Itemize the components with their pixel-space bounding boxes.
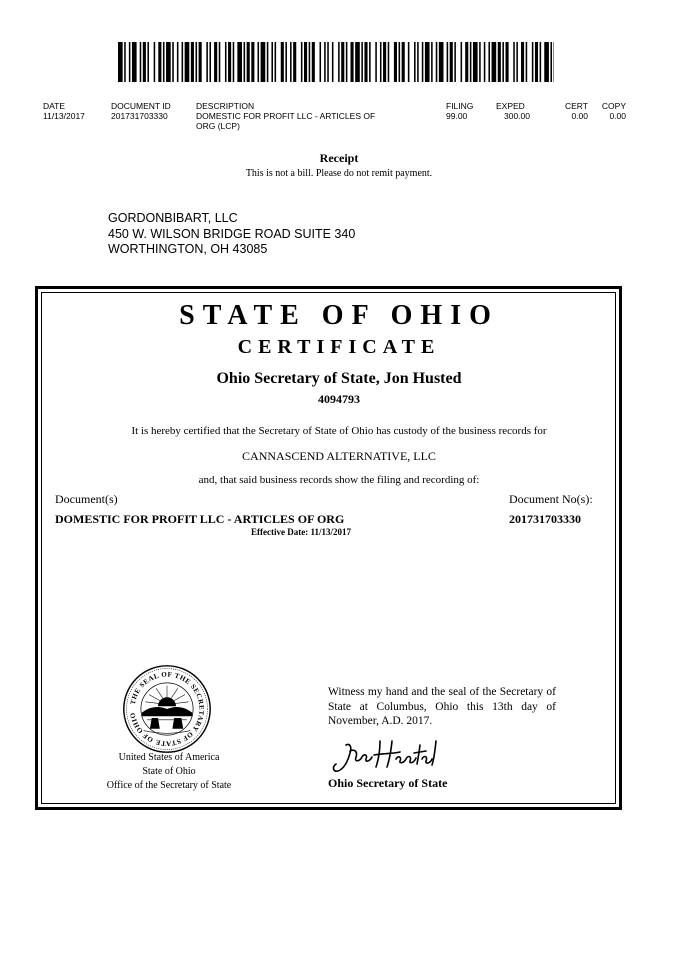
barcode-bar (414, 42, 416, 82)
barcode-bar (247, 42, 250, 82)
barcode-bar (439, 42, 444, 82)
filing-value: 99.00 (446, 111, 468, 121)
seal-text: THE SEAL OF THE SECRETARY OF STATE OF OHIO (128, 670, 206, 748)
records-statement: and, that said business records show the filing and recording of: (198, 474, 480, 486)
barcode-bar (206, 42, 208, 82)
barcode-bar (219, 42, 221, 82)
barcode-bar (233, 42, 235, 82)
barcode-bar (380, 42, 382, 82)
barcode-bar (129, 42, 131, 82)
entity-number: 4094793 (318, 392, 360, 406)
exped-value: 300.00 (504, 111, 530, 121)
barcode-bar (479, 42, 481, 82)
barcode-bar (199, 42, 202, 82)
barcode-bar (237, 42, 242, 82)
barcode-bar (544, 42, 549, 82)
barcode-bar (488, 42, 490, 82)
barcode-bar (355, 42, 360, 82)
address-line2: 450 W. WILSON BRIDGE ROAD SUITE 340 (108, 226, 356, 241)
barcode-bar (196, 42, 198, 82)
barcode-bar (320, 42, 322, 82)
receipt-title: Receipt (319, 151, 359, 165)
barcode-bar (147, 42, 149, 82)
state-seal-icon (122, 664, 212, 754)
barcode-bar (369, 42, 371, 82)
barcode-bar (341, 42, 344, 82)
barcode-bar (261, 42, 266, 82)
cert-value: 0.00 (571, 111, 588, 121)
issuer-block (96, 751, 242, 793)
barcode-bar (364, 42, 367, 82)
barcode-icon (118, 42, 554, 82)
state-title: STATE OF OHIO (179, 300, 499, 331)
description-line1: DOMESTIC FOR PROFIT LLC - ARTICLES OF (196, 111, 376, 121)
document-description: DOMESTIC FOR PROFIT LLC - ARTICLES OF ORG (55, 512, 345, 526)
barcode-bar (447, 42, 449, 82)
barcode-bar (244, 42, 246, 82)
copy-value: 0.00 (609, 111, 626, 121)
address-line3: WORTHINGTON, OH 43085 (108, 242, 268, 256)
header-document-id (111, 101, 171, 121)
issuer-line3: Office of the Secretary of State (106, 780, 232, 791)
barcode-bar (513, 42, 515, 82)
barcode-bar (540, 42, 542, 82)
barcode-bar (285, 42, 287, 82)
exped-label: EXPED (496, 101, 525, 111)
barcode-bar (417, 42, 419, 82)
barcode-bar (550, 42, 552, 82)
barcode-bar (251, 42, 254, 82)
barcode-bar (182, 42, 184, 82)
barcode-bar (450, 42, 453, 82)
barcode-bar (465, 42, 468, 82)
barcode-bar (516, 42, 518, 82)
barcode-bar (502, 42, 504, 82)
barcode-bar (498, 42, 501, 82)
header-date (43, 101, 85, 121)
barcode-bar (492, 42, 497, 82)
description-label: DESCRIPTION (196, 101, 255, 111)
mailing-address (108, 211, 355, 258)
barcode-bar (484, 42, 486, 82)
barcode-bar (312, 42, 315, 82)
barcode-bar (402, 42, 405, 82)
header-filing (446, 101, 473, 121)
barcode-bar (535, 42, 538, 82)
document-number-label: Document No(s): (509, 492, 593, 506)
barcode-bar (124, 42, 126, 82)
filing-label: FILING (446, 101, 474, 111)
barcode-bar (461, 42, 463, 82)
documents-label: Document(s) (55, 492, 118, 506)
barcode-bar (118, 42, 123, 82)
barcode-bar (521, 42, 524, 82)
barcode-bar (293, 42, 296, 82)
barcode-bar (388, 42, 390, 82)
barcode-bar (436, 42, 438, 82)
entity-name: CANNASCEND ALTERNATIVE, LLC (242, 449, 436, 463)
barcode-bar (271, 42, 273, 82)
barcode-bar (154, 42, 156, 82)
barcode-bar (351, 42, 354, 82)
barcode-bar (275, 42, 277, 82)
barcode-bar (209, 42, 211, 82)
barcode-bar (163, 42, 165, 82)
barcode-bar (172, 42, 174, 82)
barcode-bar (361, 42, 363, 82)
custody-statement: It is hereby certified that the Secretary of State of Ohio has custody of the business records for (131, 425, 547, 437)
barcode-bar (140, 42, 142, 82)
receipt-note: This is not a bill. Please do not remit payment. (245, 168, 433, 179)
issuer-line1: United States of America (118, 752, 220, 763)
document-id-label: DOCUMENT ID (111, 101, 171, 111)
header-cert (560, 101, 588, 121)
barcode-bar (408, 42, 410, 82)
date-value: 11/13/2017 (43, 111, 85, 121)
document-id-value: 201731703330 (111, 111, 168, 121)
address-line1: GORDONBIBART, LLC (108, 211, 238, 225)
copy-label: COPY (601, 101, 626, 111)
barcode-bar (399, 42, 401, 82)
barcode-bar (454, 42, 456, 82)
header-exped (496, 101, 530, 121)
barcode-bar (267, 42, 269, 82)
barcode-bar (375, 42, 377, 82)
barcode-bar (470, 42, 472, 82)
barcode-bar (422, 42, 424, 82)
barcode-bar (394, 42, 397, 82)
effective-date: Effective Date: 11/13/2017 (251, 527, 351, 537)
barcode-bar (258, 42, 260, 82)
header-description (196, 101, 375, 131)
barcode-bar (431, 42, 433, 82)
barcode-bar (177, 42, 179, 82)
barcode-bar (228, 42, 231, 82)
barcode-bar (346, 42, 348, 82)
barcode-bar (332, 42, 334, 82)
barcode-bar (214, 42, 217, 82)
barcode-bar (166, 42, 171, 82)
barcode-bar (132, 42, 137, 82)
witness-statement: Witness my hand and the seal of the Secretary of State at Columbus, Ohio this 13th day of November, A.D. 2017. (328, 686, 556, 727)
document-number: 201731703330 (509, 512, 581, 526)
barcode-bar (473, 42, 478, 82)
barcode-bar (290, 42, 292, 82)
signature-icon (330, 737, 442, 775)
header-copy (598, 101, 626, 121)
barcode-bar (425, 42, 430, 82)
barcode-bar (191, 42, 194, 82)
barcode-bar (526, 42, 528, 82)
barcode-bar (281, 42, 284, 82)
issuer-line2: State of Ohio (142, 766, 196, 777)
barcode-bar (327, 42, 329, 82)
description-line2: ORG (LCP) (196, 121, 240, 131)
cert-label: CERT (565, 101, 588, 111)
barcode-bar (324, 42, 326, 82)
barcode-bar (309, 42, 311, 82)
barcode-bar (301, 42, 303, 82)
barcode-bar (304, 42, 307, 82)
barcode-bar (225, 42, 227, 82)
barcode-bar (185, 42, 190, 82)
date-label: DATE (43, 101, 66, 111)
barcode-bar (158, 42, 161, 82)
secretary-name: Ohio Secretary of State, Jon Husted (216, 370, 462, 387)
certificate-title: CERTIFICATE (237, 336, 441, 358)
barcode-bar (143, 42, 146, 82)
barcode-bar (532, 42, 534, 82)
barcode-bar (338, 42, 340, 82)
barcode-bar (383, 42, 386, 82)
signature-title: Ohio Secretary of State (328, 776, 448, 790)
barcode-bar (506, 42, 509, 82)
